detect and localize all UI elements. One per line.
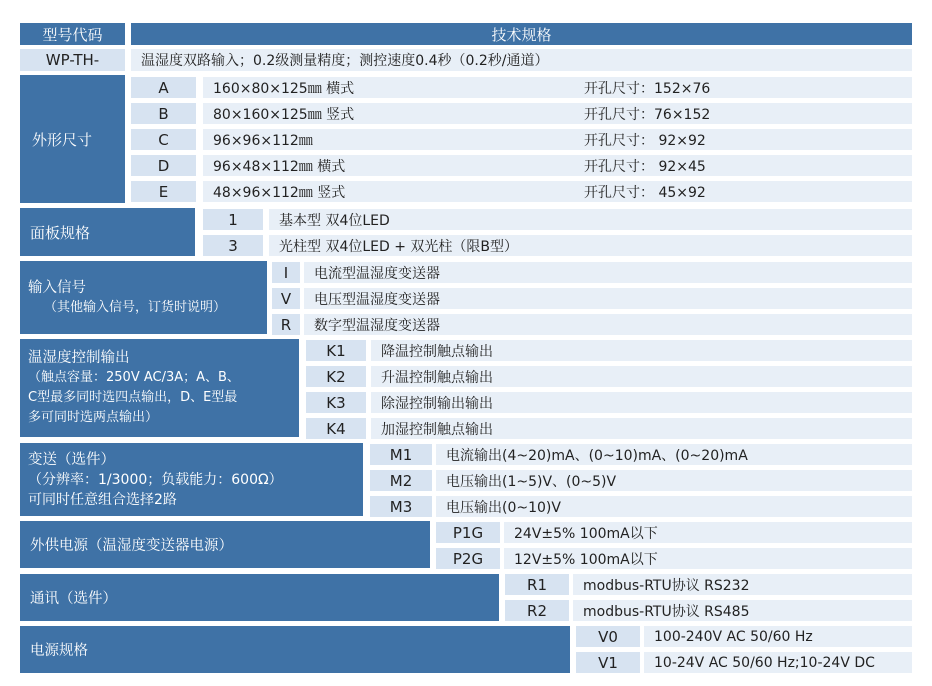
power-desc: 100-240V AC 50/60 Hz [644,626,912,647]
power-desc: 10-24V AC 50/60 Hz;10-24V DC [644,652,912,673]
input-signal-desc: 电流型温湿度变送器 [304,262,912,283]
control-output-desc: 降温控制触点输出 [371,340,912,361]
dimension-size: 80×160×125㎜ 竖式 [213,106,355,123]
dimension-desc [203,129,912,150]
input-signal-code: I [272,262,300,283]
transmit-desc: 电流输出(4~20)mA、(0~10)mA、(0~20)mA [436,444,912,465]
dimension-desc [203,77,912,98]
dimension-desc [203,181,912,202]
input-signal-code: V [272,288,300,309]
panel-spec-label: 面板规格 [20,208,195,256]
comm-desc: modbus-RTU协议 RS232 [573,574,912,595]
power-code: V1 [576,652,640,673]
header-model-code: 型号代码 [20,23,125,45]
control-output-code: K4 [306,418,366,439]
control-output-code: K3 [306,392,366,413]
transmit-desc: 电压输出(0~10)V [436,496,912,517]
input-signal-desc: 电压型温湿度变送器 [304,288,912,309]
dimension-size: 96×48×112㎜ 横式 [213,158,346,175]
dimension-desc [203,155,912,176]
panel-spec-desc: 基本型 双4位LED [269,209,912,230]
control-output-code: K1 [306,340,366,361]
dimension-size: 96×96×112㎜ [213,132,313,149]
comm-desc: modbus-RTU协议 RS485 [573,600,912,621]
control-output-line: 温湿度控制输出 [28,350,130,366]
control-output-line: （触点容量：250V AC/3A；A、B、 [28,370,240,385]
control-output-line: 多可同时选两点输出） [28,410,159,425]
ext-power-desc: 12V±5% 100mA以下 [504,548,912,569]
input-signal-code: R [272,314,300,335]
dimension-size: 160×80×125㎜ 横式 [213,80,355,97]
dimension-panel-cutout: 开孔尺寸： 92×92 [584,132,706,149]
input-signal-title: 输入信号 [28,279,86,296]
dimension-code: D [131,155,196,176]
comm-label: 通讯（选件） [20,574,499,621]
comm-code: R2 [505,600,569,621]
input-signal-note: （其他输入信号，订货时说明） [44,299,227,315]
dimension-desc [203,103,912,124]
transmit-code: M1 [370,444,432,465]
transmit-line: 变送（选件） [28,451,115,468]
panel-spec-desc: 光柱型 双4位LED + 双光柱（限B型） [269,235,912,256]
ext-power-label: 外供电源（温湿度变送器电源） [20,521,430,568]
transmit-line: 可同时任意组合选择2路 [28,491,177,508]
control-output-desc: 加湿控制触点输出 [371,418,912,439]
transmit-label [20,443,363,516]
power-label: 电源规格 [20,626,570,673]
dimension-code: E [131,181,196,202]
header-tech-spec: 技术规格 [131,23,912,45]
panel-spec-code: 1 [203,209,263,230]
power-code: V0 [576,626,640,647]
input-signal-label [20,261,267,334]
dimension-panel-cutout: 开孔尺寸：152×76 [584,80,711,97]
dimension-size: 48×96×112㎜ 竖式 [213,184,346,201]
transmit-line: （分辨率：1/3000；负载能力：600Ω） [28,471,283,488]
ext-power-code: P2G [436,548,500,569]
control-output-code: K2 [306,366,366,387]
transmit-code: M3 [370,496,432,517]
ext-power-code: P1G [436,522,500,543]
comm-code: R1 [505,574,569,595]
panel-spec-code: 3 [203,235,263,256]
control-output-desc: 升温控制触点输出 [371,366,912,387]
ext-power-desc: 24V±5% 100mA以下 [504,522,912,543]
dimension-panel-cutout: 开孔尺寸： 92×45 [584,158,706,175]
control-output-label [20,339,299,437]
model-desc: 温湿度双路输入；0.2级测量精度；测控速度0.4秒（0.2秒/通道） [131,49,912,71]
input-signal-desc: 数字型温湿度变送器 [304,314,912,335]
dimension-panel-cutout: 开孔尺寸：76×152 [584,106,711,123]
dimension-panel-cutout: 开孔尺寸： 45×92 [584,184,706,201]
dimensions-label: 外形尺寸 [20,75,125,203]
dimension-code: A [131,77,196,98]
control-output-line: C型最多同时选四点输出，D、E型最 [28,390,238,405]
control-output-desc: 除湿控制输出输出 [371,392,912,413]
dimension-code: C [131,129,196,150]
transmit-desc: 电压输出(1~5)V、(0~5)V [436,470,912,491]
model-code: WP-TH- [20,49,125,71]
transmit-code: M2 [370,470,432,491]
dimension-code: B [131,103,196,124]
